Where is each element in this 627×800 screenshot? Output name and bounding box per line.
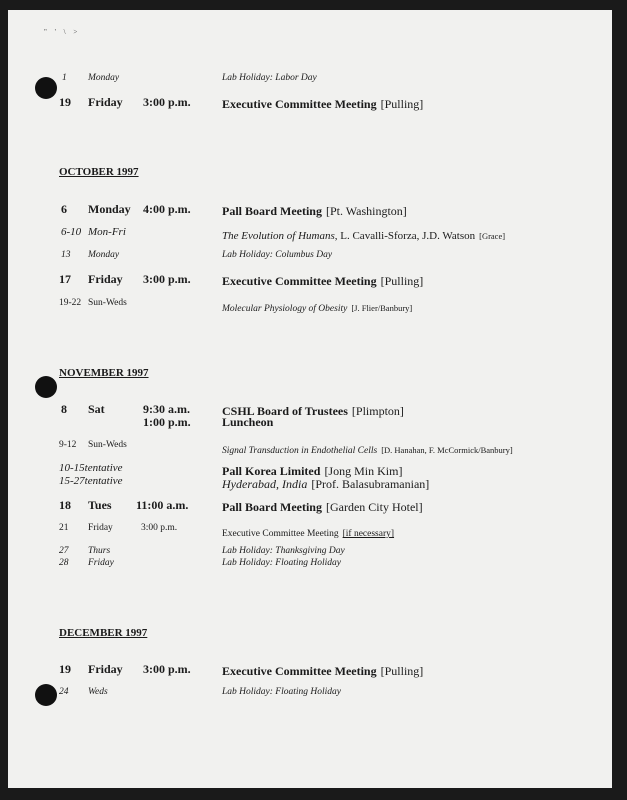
event: Lab Holiday: Floating Holiday xyxy=(222,558,342,568)
event: Lab Holiday: Floating Holiday xyxy=(222,687,342,697)
day: Sun-Weds xyxy=(88,298,127,308)
event: Executive Committee Meeting xyxy=(222,274,377,288)
event-line xyxy=(222,475,429,493)
time: 3:00 p.m. xyxy=(143,272,191,286)
date: 1 xyxy=(62,73,67,83)
day: Sun-Weds xyxy=(88,440,127,450)
event: Signal Transduction in Endothelial Cells xyxy=(222,446,378,456)
event: Pall Board Meeting xyxy=(222,500,322,514)
day: Thurs xyxy=(88,546,111,556)
note: [Jong Min Kim] xyxy=(324,464,403,478)
event: Executive Committee Meeting xyxy=(222,97,377,111)
event-line xyxy=(222,440,513,458)
day: Friday xyxy=(88,95,123,109)
time: 1:00 p.m. xyxy=(143,415,191,429)
event-line xyxy=(222,498,423,516)
note: [Pulling] xyxy=(380,97,424,111)
date: 9-12 xyxy=(59,440,77,450)
day: Monday xyxy=(88,250,120,260)
punch-hole-middle xyxy=(35,376,57,398)
time: 11:00 a.m. xyxy=(136,498,189,512)
time: 3:00 p.m. xyxy=(143,95,191,109)
event-title: The Evolution of Humans xyxy=(222,230,335,242)
corner-mark: " ' \ > xyxy=(44,28,81,36)
day: Monday xyxy=(88,202,131,216)
note: [Garden City Hotel] xyxy=(325,500,423,514)
date: 15-27 xyxy=(59,475,85,487)
date: 8 xyxy=(61,402,67,416)
day: Friday xyxy=(88,558,114,568)
event-line xyxy=(222,226,505,244)
punch-hole-bottom xyxy=(35,684,57,706)
day: tentative xyxy=(84,462,123,474)
date: 19 xyxy=(59,662,71,676)
punch-hole-top xyxy=(35,77,57,99)
day: tentative xyxy=(84,475,123,487)
time: 9:30 a.m. xyxy=(143,402,190,416)
event: Luncheon xyxy=(222,415,274,429)
note: [Pulling] xyxy=(380,664,424,678)
note: [J. Flier/Banbury] xyxy=(351,303,413,313)
day: Friday xyxy=(88,272,123,286)
day: Sat xyxy=(88,402,105,416)
note: [Prof. Balasubramanian] xyxy=(311,477,430,491)
date: 19-22 xyxy=(59,298,82,308)
date: 6-10 xyxy=(61,226,82,238)
date: 19 xyxy=(59,95,71,109)
date: 13 xyxy=(61,250,71,260)
month-heading-december: DECEMBER 1997 xyxy=(59,627,148,639)
date: 17 xyxy=(59,272,71,286)
day: Weds xyxy=(88,687,108,697)
event: CSHL Board of Trustees xyxy=(222,404,348,418)
event: Hyderabad, India xyxy=(222,477,308,491)
event: Molecular Physiology of Obesity xyxy=(222,304,348,314)
time: 3:00 p.m. xyxy=(143,662,191,676)
date-line xyxy=(59,462,123,474)
event: Pall Korea Limited xyxy=(222,464,321,478)
month-heading-october: OCTOBER 1997 xyxy=(59,166,139,178)
event-line xyxy=(222,298,412,316)
day: Friday xyxy=(88,523,113,533)
day: Mon-Fri xyxy=(88,226,126,238)
day: Friday xyxy=(88,662,123,676)
event: Executive Committee Meeting xyxy=(222,529,339,539)
day: Monday xyxy=(88,73,120,83)
date: 18 xyxy=(59,498,71,512)
date: 24 xyxy=(59,687,69,697)
time: 3:00 p.m. xyxy=(141,523,178,533)
day: Tues xyxy=(88,498,112,512)
event-speakers: , L. Cavalli-Sforza, J.D. Watson xyxy=(334,230,476,242)
event: Pall Board Meeting xyxy=(222,204,322,218)
event: Lab Holiday: Thanksgiving Day xyxy=(222,546,345,556)
event-line xyxy=(222,523,394,541)
date: 6 xyxy=(61,202,67,216)
event: Lab Holiday: Columbus Day xyxy=(222,250,333,260)
note: [Grace] xyxy=(479,231,506,241)
note: [Pulling] xyxy=(380,274,424,288)
event: Lab Holiday: Labor Day xyxy=(222,73,317,83)
event-line xyxy=(222,272,423,290)
event-line xyxy=(222,95,423,113)
time: 4:00 p.m. xyxy=(143,202,191,216)
month-heading-november: NOVEMBER 1997 xyxy=(59,367,149,379)
note: [if necessary] xyxy=(342,529,395,539)
date: 27 xyxy=(59,546,69,556)
note: [Plimpton] xyxy=(351,404,404,418)
note: [Pt. Washington] xyxy=(325,204,407,218)
date: 28 xyxy=(59,558,69,568)
date: 10-15 xyxy=(59,462,85,474)
event: Executive Committee Meeting xyxy=(222,664,377,678)
event-line xyxy=(222,662,423,680)
note: [D. Hanahan, F. McCormick/Banbury] xyxy=(381,445,513,455)
event-line xyxy=(222,202,407,220)
date: 21 xyxy=(59,523,69,533)
document-page xyxy=(8,10,612,788)
date-line xyxy=(59,475,123,487)
